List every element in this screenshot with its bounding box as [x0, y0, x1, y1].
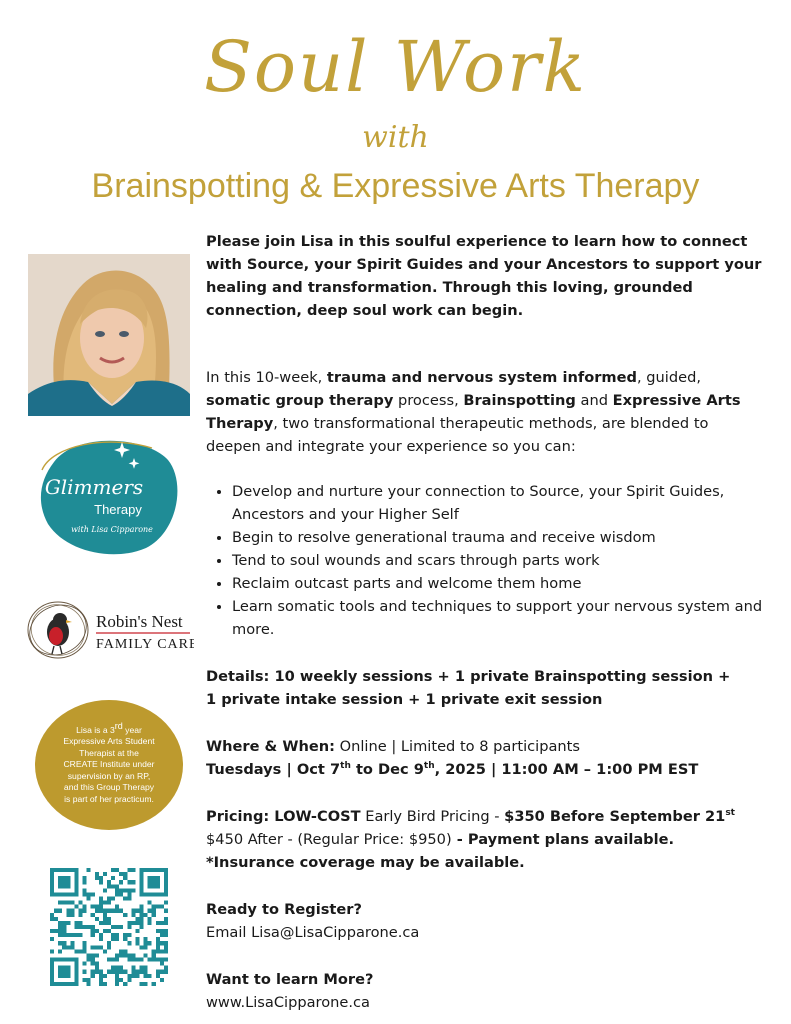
list-item: • Reclaim outcast parts and welcome them home — [232, 572, 766, 595]
benefits-list — [206, 480, 766, 641]
pricing-line-2: $450 After - (Regular Price: $950) - Payment plans available. — [206, 831, 675, 848]
robins-nest-subtitle: FAMILY CARE — [96, 637, 194, 652]
list-item: • Develop and nurture your connection to Source, your Spirit Guides, Ancestors and your Higher Self — [232, 480, 766, 526]
intro-paragraph: Please join Lisa in this soulful experience to learn how to connect with Source, your Spirit Guides and your Ancestors to support your healing and transformation. Through this loving, grounded connection, deep soul work can begin. — [206, 233, 762, 319]
list-item: • Begin to resolve generational trauma and receive wisdom — [232, 526, 766, 549]
registration-qr-code[interactable] — [50, 868, 168, 986]
learn-more-heading: Want to learn More? — [206, 971, 374, 988]
robins-nest-name: Robin's Nest — [96, 612, 183, 631]
description-paragraph: In this 10-week, trauma and nervous system informed, guided, somatic group therapy process, Brainspotting and Expressive Arts Therapy, two transformational therapeutic methods, are blended to deepen and integrate your experience so you can: — [206, 369, 741, 455]
details-line-1: Details: 10 weekly sessions + 1 private Brainspotting session + — [206, 668, 731, 685]
schedule: Tuesdays | Oct 7th to Dec 9th, 2025 | 11:00 AM – 1:00 PM EST — [206, 761, 699, 778]
pricing-line-1: Pricing: LOW-COST Early Bird Pricing - $350 Before September 21st — [206, 808, 735, 825]
glimmers-logo-with: with Lisa Cipparone — [71, 525, 153, 534]
title-with: with — [362, 120, 429, 155]
main-content — [206, 230, 766, 1014]
glimmers-logo-therapy: Therapy — [94, 502, 142, 517]
badge-text-b: year Expressive Arts Student Therapist at the CREATE Institute under supervision by an RP, and this Group Therapy is part of her practicum. — [63, 725, 155, 804]
page-title: Soul Work — [203, 26, 588, 108]
insurance-note: *Insurance coverage may be available. — [206, 854, 525, 871]
badge-sup: rd — [114, 721, 123, 732]
page-subtitle: Brainspotting & Expressive Arts Therapy — [91, 167, 700, 205]
student-therapist-badge — [35, 700, 183, 830]
badge-text-a: Lisa is a 3 — [76, 725, 115, 736]
details-line-2: 1 private intake session + 1 private exit session — [206, 691, 603, 708]
register-heading: Ready to Register? — [206, 901, 362, 918]
lisa-portrait-photo — [28, 254, 190, 416]
robins-nest-logo — [24, 598, 194, 662]
glimmers-therapy-logo — [36, 436, 182, 556]
list-item: • Tend to soul wounds and scars through parts work — [232, 549, 766, 572]
website-link[interactable]: www.LisaCipparone.ca — [206, 994, 370, 1011]
register-email-link[interactable]: Email Lisa@LisaCipparone.ca — [206, 924, 420, 941]
list-item: • Learn somatic tools and techniques to support your nervous system and more. — [232, 595, 766, 641]
where-when: Where & When: Online | Limited to 8 participants — [206, 738, 581, 755]
glimmers-logo-name: Glimmers — [44, 475, 144, 499]
